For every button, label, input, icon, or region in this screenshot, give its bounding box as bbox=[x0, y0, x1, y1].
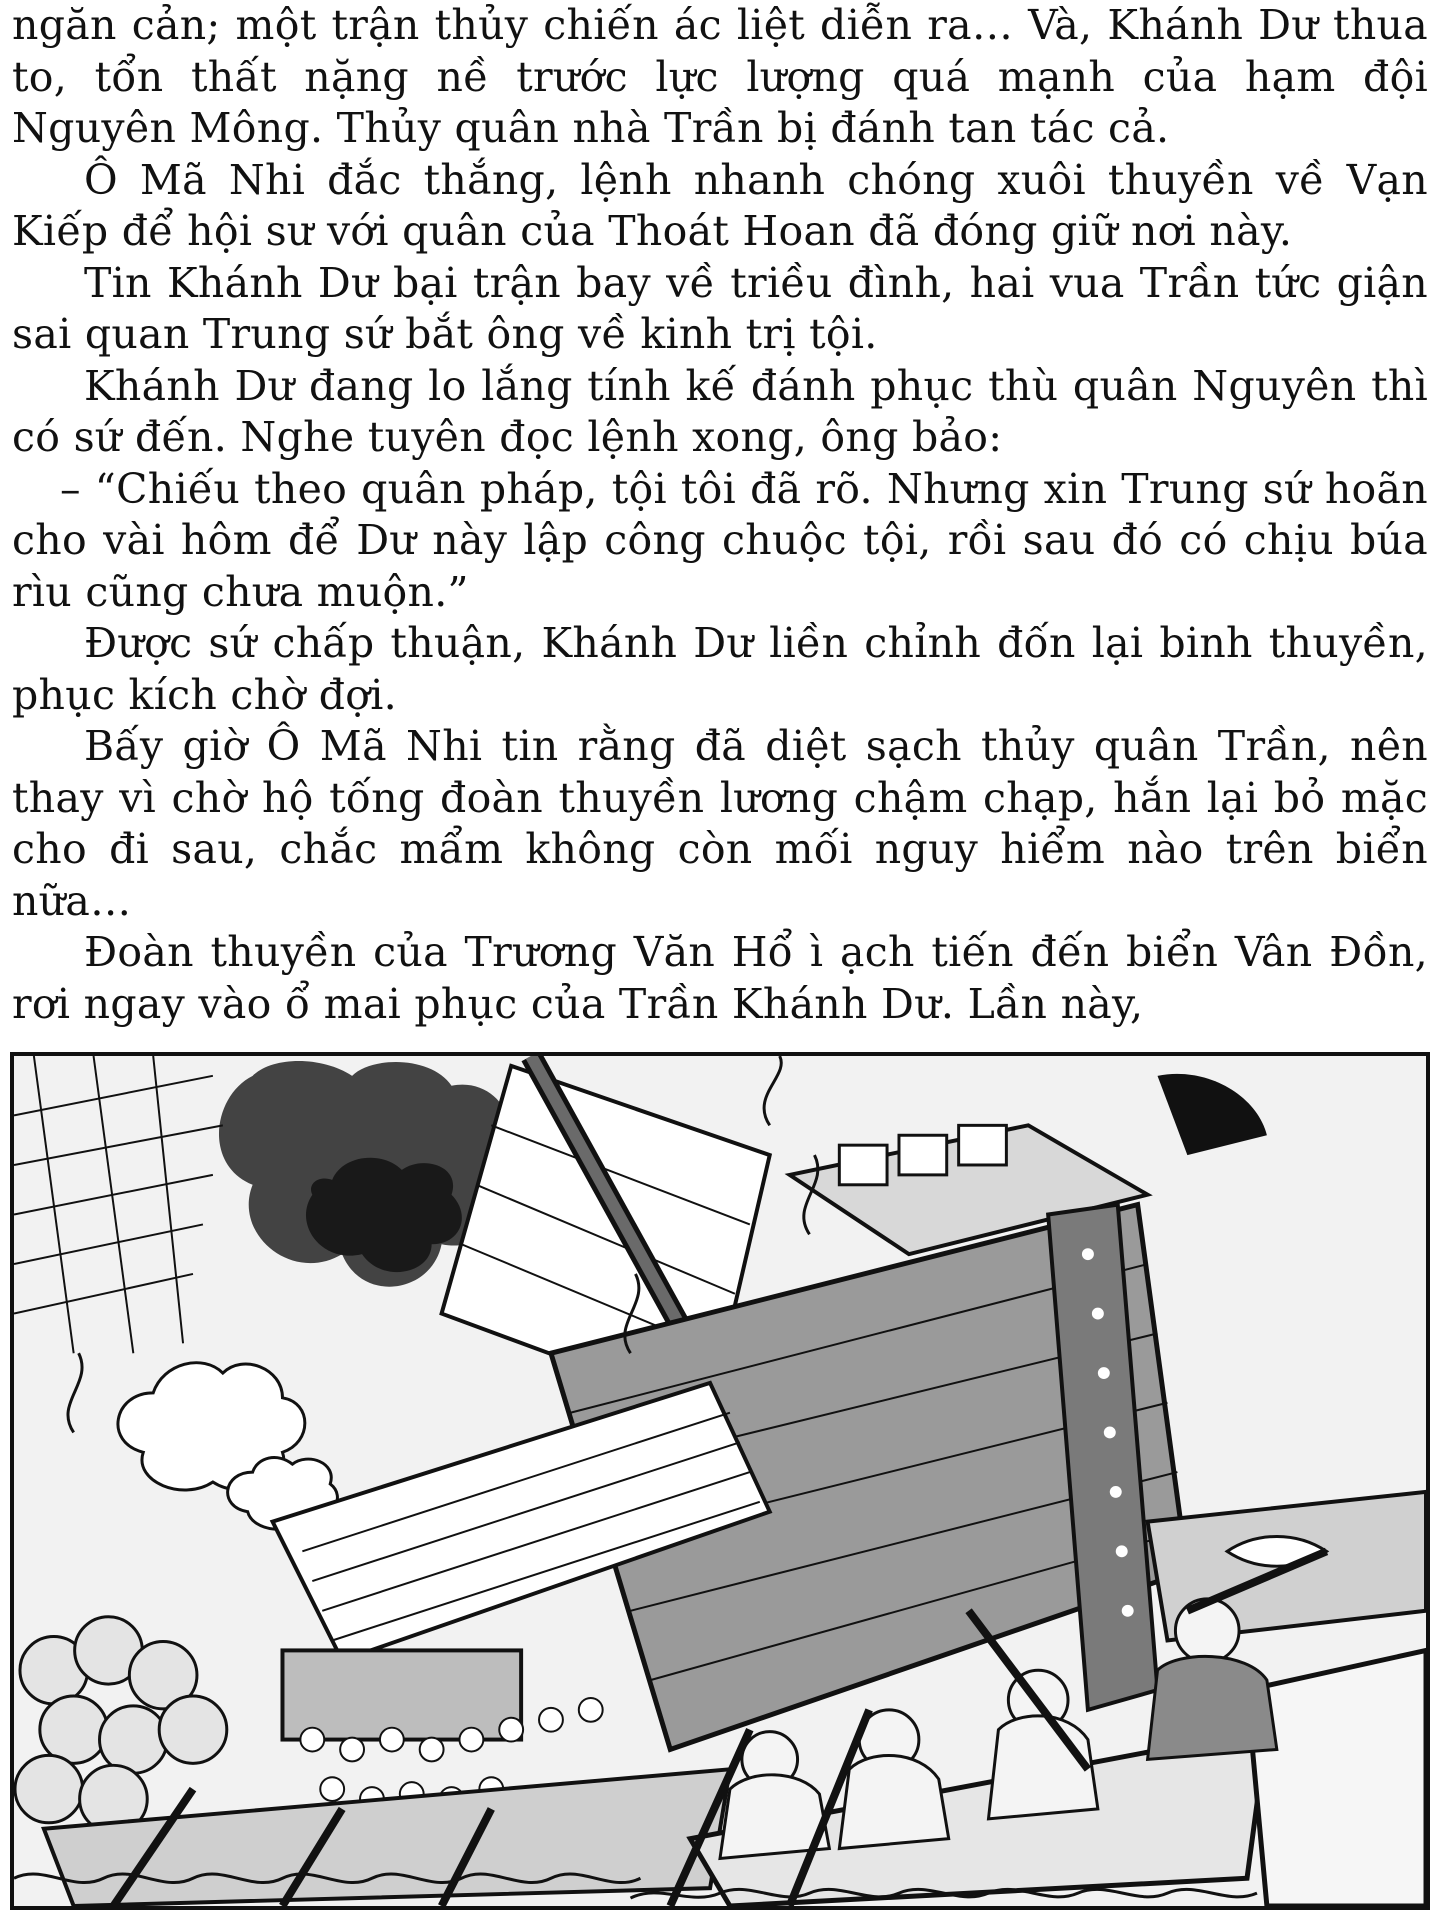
paragraph: Đoàn thuyền của Trương Văn Hổ ì ạch tiến đến biển Vân Đồn, rơi ngay vào ổ mai phục của Trần Khánh Dư. Lần này, bbox=[12, 928, 1428, 1028]
dialogue-paragraph: – “Chiếu theo quân pháp, tội tôi đã rõ. Nhưng xin Trung sứ hoãn cho vài hôm để Dư này lập công chuộc tội, rồi sau đó có chịu búa rìu cũng chưa muộn.” bbox=[12, 464, 1428, 616]
paragraph: Tin Khánh Dư bại trận bay về triều đình, hai vua Trần tức giận sai quan Trung sứ bắt ông về kinh trị tội. bbox=[12, 258, 1428, 358]
naval-battle-illustration bbox=[10, 1052, 1430, 1910]
paragraph: ngăn cản; một trận thủy chiến ác liệt diễn ra… Và, Khánh Dư thua to, tổn thất nặng nề trước lực lượng quá mạnh của hạm đội Nguyên Mông. Thủy quân nhà Trần bị đánh tan tác cả. bbox=[12, 1, 1428, 152]
paragraph: Khánh Dư đang lo lắng tính kế đánh phục thù quân Nguyên thì có sứ đến. Nghe tuyên đọc lệnh xong, ông bảo: bbox=[12, 361, 1428, 461]
paragraph: Bấy giờ Ô Mã Nhi tin rằng đã diệt sạch thủy quân Trần, nên thay vì chờ hộ tống đoàn thuyền lương chậm chạp, hắn lại bỏ mặc cho đi sau, chắc mẩm không còn mối nguy hiểm nào trên biển nữa… bbox=[12, 722, 1428, 925]
body-text bbox=[12, 0, 1428, 1030]
paragraph: Ô Mã Nhi đắc thắng, lệnh nhanh chóng xuôi thuyền về Vạn Kiếp để hội sư với quân của Thoát Hoan đã đóng giữ nơi này. bbox=[12, 155, 1428, 255]
paragraph: Được sứ chấp thuận, Khánh Dư liền chỉnh đốn lại binh thuyền, phục kích chờ đợi. bbox=[12, 619, 1428, 719]
